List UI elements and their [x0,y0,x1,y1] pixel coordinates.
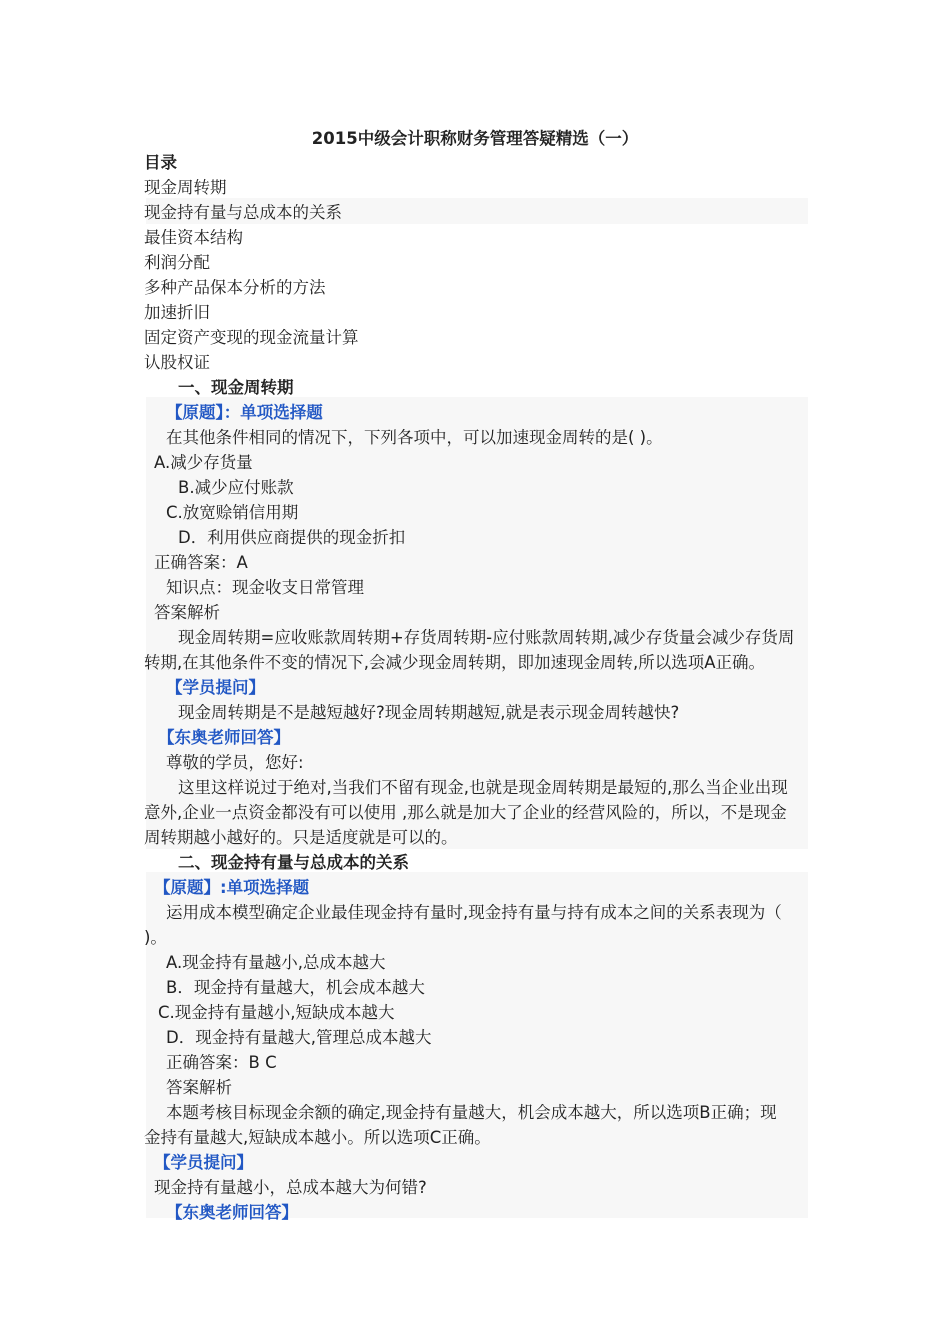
question-tag: 【原题】：单项选择题 [166,403,323,422]
toc-item: 最佳资本结构 [144,228,243,247]
toc-item: 固定资产变现的现金流量计算 [144,328,359,347]
toc-item: 利润分配 [144,253,210,272]
option-b: B.减少应付账款 [178,478,294,497]
analysis-label: 答案解析 [154,603,220,622]
analysis-text: 金持有量越大,短缺成本越小。所以选项C正确。 [144,1128,491,1147]
question-text: )。 [144,928,167,947]
student-question-tag: 【学员提问】 [154,1153,253,1172]
correct-answer: 正确答案：A [154,553,248,572]
document-title: 2015中级会计职称财务管理答疑精选（一） [311,129,639,148]
toc-item: 多种产品保本分析的方法 [144,278,326,297]
option-a: A.现金持有量越小,总成本越大 [166,953,386,972]
option-b: B．现金持有量越大，机会成本越大 [166,978,425,997]
option-d: D．现金持有量越大,管理总成本越大 [166,1028,432,1047]
analysis-label: 答案解析 [166,1078,232,1097]
toc-heading: 目录 [144,153,177,172]
student-question-tag: 【学员提问】 [166,678,265,697]
question-text: 在其他条件相同的情况下，下列各项中，可以加速现金周转的是( )。 [166,428,663,447]
student-question: 现金周转期是不是越短越好?现金周转期越短,就是表示现金周转越快? [178,703,680,722]
option-a: A.减少存货量 [154,453,253,472]
teacher-answer: 这里这样说过于绝对,当我们不留有现金,也就是现金周转期是最短的,那么当企业出现 [178,778,788,797]
correct-answer: 正确答案：B C [166,1053,277,1072]
toc-item: 加速折旧 [144,303,210,322]
question-text: 运用成本模型确定企业最佳现金持有量时,现金持有量与持有成本之间的关系表现为（ [166,903,782,922]
analysis-text: 现金周转期=应收账款周转期+存货周转期-应付账款周转期,减少存货量会减少存货周 [178,628,795,647]
teacher-answer-tag: 【东奥老师回答】 [166,1203,298,1222]
section-heading: 一、现金周转期 [178,378,294,397]
analysis-text: 本题考核目标现金余额的确定,现金持有量越大，机会成本越大，所以选项B正确；现 [166,1103,777,1122]
toc-item: 现金周转期 [144,178,227,197]
knowledge-point: 知识点：现金收支日常管理 [166,578,364,597]
teacher-greeting: 尊敬的学员，您好: [166,753,304,772]
question-tag: 【原题】:单项选择题 [154,878,310,897]
teacher-answer-tag: 【东奥老师回答】 [158,728,290,747]
teacher-answer: 意外,企业一点资金都没有可以使用 ,那么就是加大了企业的经营风险的，所以，不是现金 [144,803,787,822]
toc-item: 认股权证 [144,353,210,372]
teacher-answer: 周转期越小越好的。只是适度就是可以的。 [144,828,458,847]
option-c: C.放宽赊销信用期 [166,503,299,522]
option-d: D．利用供应商提供的现金折扣 [178,528,406,547]
toc-item: 现金持有量与总成本的关系 [144,203,342,222]
option-c: C.现金持有量越小,短缺成本越大 [158,1003,395,1022]
section-heading: 二、现金持有量与总成本的关系 [178,853,409,872]
student-question: 现金持有量越小，总成本越大为何错? [154,1178,427,1197]
analysis-text: 转期,在其他条件不变的情况下,会减少现金周转期，即加速现金周转,所以选项A正确。 [144,653,766,672]
